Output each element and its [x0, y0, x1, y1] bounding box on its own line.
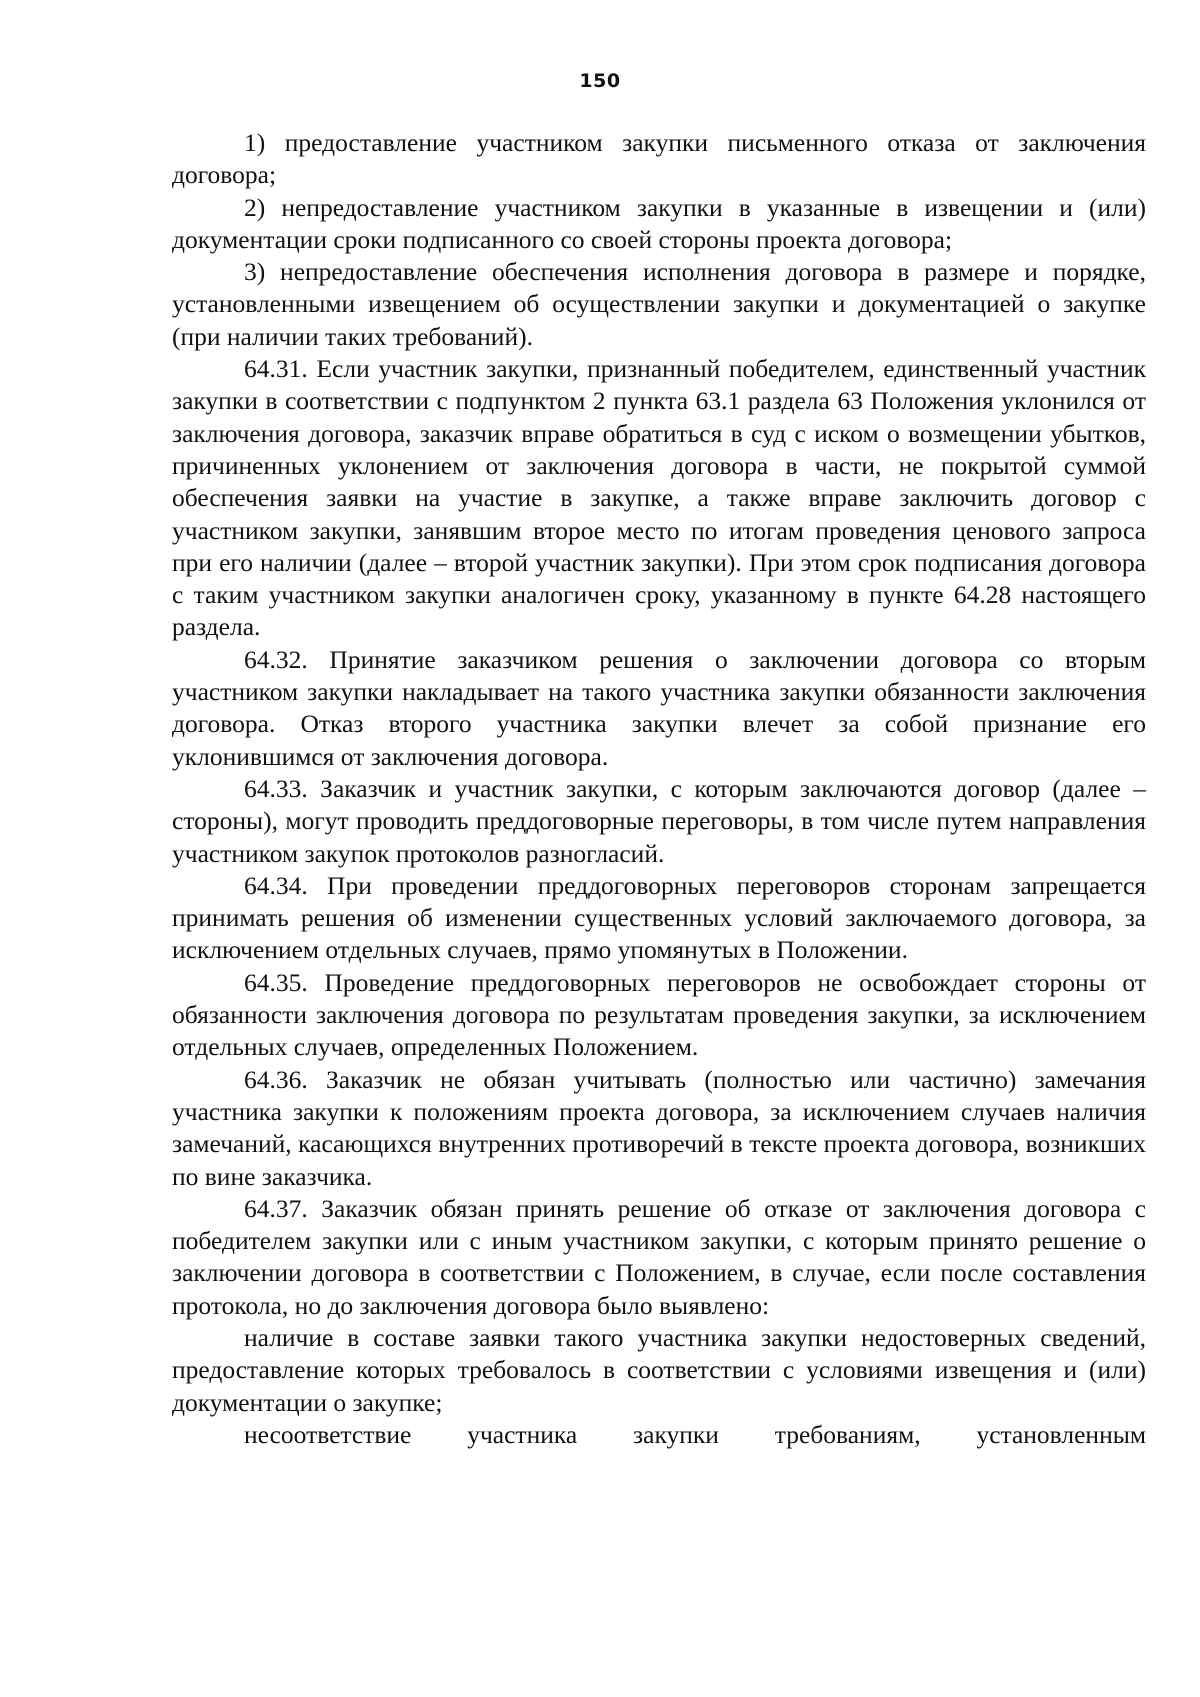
- paragraph-64-34: 64.34. При проведении преддоговорных переговоров сторонам запрещается принимать решения об изменении существенных условий заключаемого договора, за исключением отдельных случаев, прямо упомянутых в Положении.: [172, 870, 1146, 965]
- paragraph-list-item-noncompliance: несоответствие участника закупки требованиям, установленным: [244, 1419, 1146, 1449]
- paragraph-64-31: 64.31. Если участник закупки, признанный победителем, единственный участник закупки в соответствии с подпунктом 2 пункта 63.1 раздела 63 Положения уклонился от заключения договора, заказчик вправе обратиться в суд с иском о возмещении убытков, причиненных уклонением от заключения договора в части, не покрытой суммой обеспечения заявки на участие в закупке, а также вправе заключить договор с участником закупки, занявшим второе место по итогам проведения ценового запроса при его наличии (далее – второй участник закупки). При этом срок подписания договора с таким участником закупки аналогичен сроку, указанному в пункте 64.28 настоящего раздела.: [172, 354, 1146, 642]
- paragraph-item-2: 2) непредоставление участником закупки в указанные в извещении и (или) документации сроки подписанного со своей стороны проекта договора;: [172, 192, 1146, 254]
- paragraph-list-item-unreliable-info: наличие в составе заявки такого участника закупки недостоверных сведений, предоставление которых требовалось в соответствии с условиями извещения и (или) документации о закупке;: [172, 1322, 1146, 1417]
- paragraph-item-1: 1) предоставление участником закупки письменного отказа от заключения договора;: [172, 128, 1146, 190]
- paragraph-64-37: 64.37. Заказчик обязан принять решение об отказе от заключения договора с победителем закупки или с иным участником закупки, с которым принято решение о заключении договора в соответствии с Положением, в случае, если после составления протокола, но до заключения договора было выявлено:: [172, 1193, 1146, 1320]
- paragraph-item-3: 3) непредоставление обеспечения исполнения договора в размере и порядке, установленными извещением об осуществлении закупки и документацией о закупке (при наличии таких требований).: [172, 257, 1146, 351]
- paragraph-64-36: 64.36. Заказчик не обязан учитывать (полностью или частично) замечания участника закупки к положениям проекта договора, за исключением случаев наличия замечаний, касающихся внутренних противоречий в тексте проекта договора, возникших по вине заказчика.: [172, 1064, 1146, 1191]
- page-number: 150: [579, 70, 621, 92]
- document-body: [172, 127, 1146, 1451]
- paragraph-64-35: 64.35. Проведение преддоговорных переговоров не освобождает стороны от обязанности заключения договора по результатам проведения закупки, за исключением отдельных случаев, определенных Положением.: [172, 967, 1146, 1062]
- paragraph-64-32: 64.32. Принятие заказчиком решения о заключении договора со вторым участником закупки накладывает на такого участника закупки обязанности заключения договора. Отказ второго участника закупки влечет за собой признание его уклонившимся от заключения договора.: [172, 644, 1146, 771]
- paragraph-64-33: 64.33. Заказчик и участник закупки, с которым заключаются договор (далее – стороны), могут проводить преддоговорные переговоры, в том числе путем направления участником закупок протоколов разногласий.: [172, 773, 1146, 868]
